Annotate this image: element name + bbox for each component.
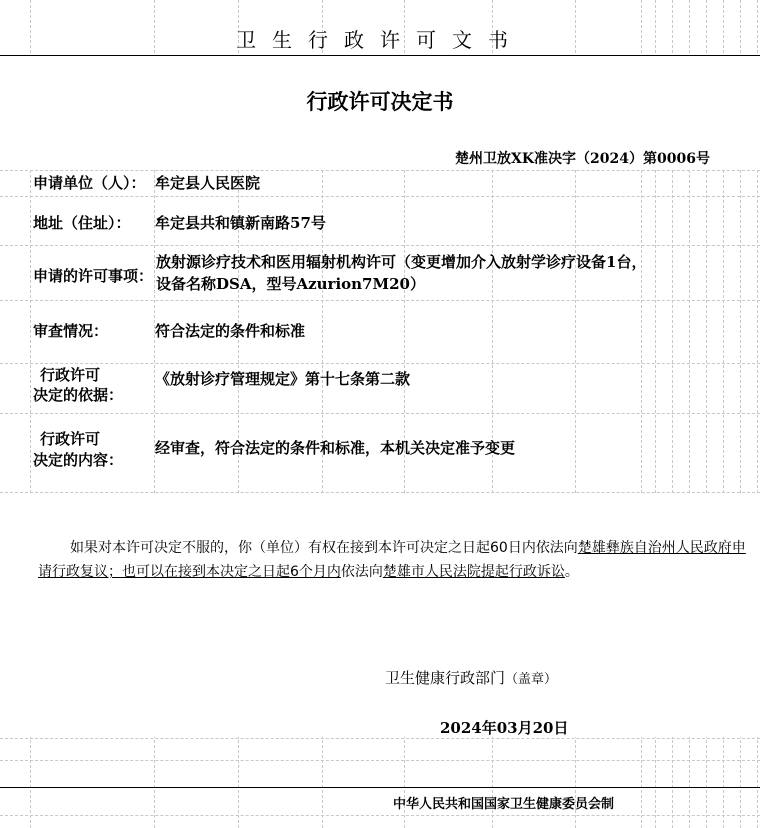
address-label: 地址（住址）： xyxy=(33,214,131,232)
header-title: 卫生行政许可文书 xyxy=(236,28,524,52)
basis-value: 《放射诊疗管理规定》第十七条第二款 xyxy=(155,370,411,388)
document-title: 行政许可决定书 xyxy=(306,90,454,114)
notice-text-3: 。 xyxy=(564,564,579,580)
notice-review-authority: 楚雄彝族自治州人民政府申请行政复议；也可以在接到本决定之日起6个月内 xyxy=(38,540,746,580)
document-number: 楚州卫放XK准决字（2024）第0006号 xyxy=(455,151,710,167)
review-value: 符合法定的条件和标准 xyxy=(155,322,306,340)
review-label: 审查情况： xyxy=(33,322,109,340)
applicant-label: 申请单位（人）： xyxy=(33,174,146,192)
content-value: 经审查，符合法定的条件和标准，本机关决定准予变更 xyxy=(155,439,516,457)
notice-text-2: 依法向 xyxy=(340,564,383,580)
notice-court: 楚雄市人民法院提起行政诉讼 xyxy=(382,564,565,580)
basis-label-line2: 决定的依据： xyxy=(33,386,124,404)
appeal-notice xyxy=(38,536,756,584)
seal-note: （盖章） xyxy=(505,672,558,687)
license-item-value: 放射源诊疗技术和医用辐射机构许可（变更增加介入放射学诊疗设备1台，设备名称DSA，型号Azurion7M20） xyxy=(156,253,647,293)
footer-issuer: 中华人民共和国国家卫生健康委员会制 xyxy=(393,797,615,812)
issuing-authority xyxy=(385,667,557,688)
authority-name: 卫生健康行政部门 xyxy=(385,669,506,687)
basis-label-line1: 行政许可 xyxy=(40,366,101,384)
content-label-line2: 决定的内容： xyxy=(33,451,124,469)
applicant-value: 牟定县人民医院 xyxy=(155,174,261,192)
decision-date: 2024年03月20日 xyxy=(440,719,569,737)
license-item-label: 申请的许可事项： xyxy=(33,267,154,285)
notice-text-1: 如果对本许可决定不服的，你（单位）有权在接到本许可决定之日起60日内依法向 xyxy=(70,540,578,556)
address-value: 牟定县共和镇新南路57号 xyxy=(155,214,326,232)
content-label-line1: 行政许可 xyxy=(40,430,101,448)
